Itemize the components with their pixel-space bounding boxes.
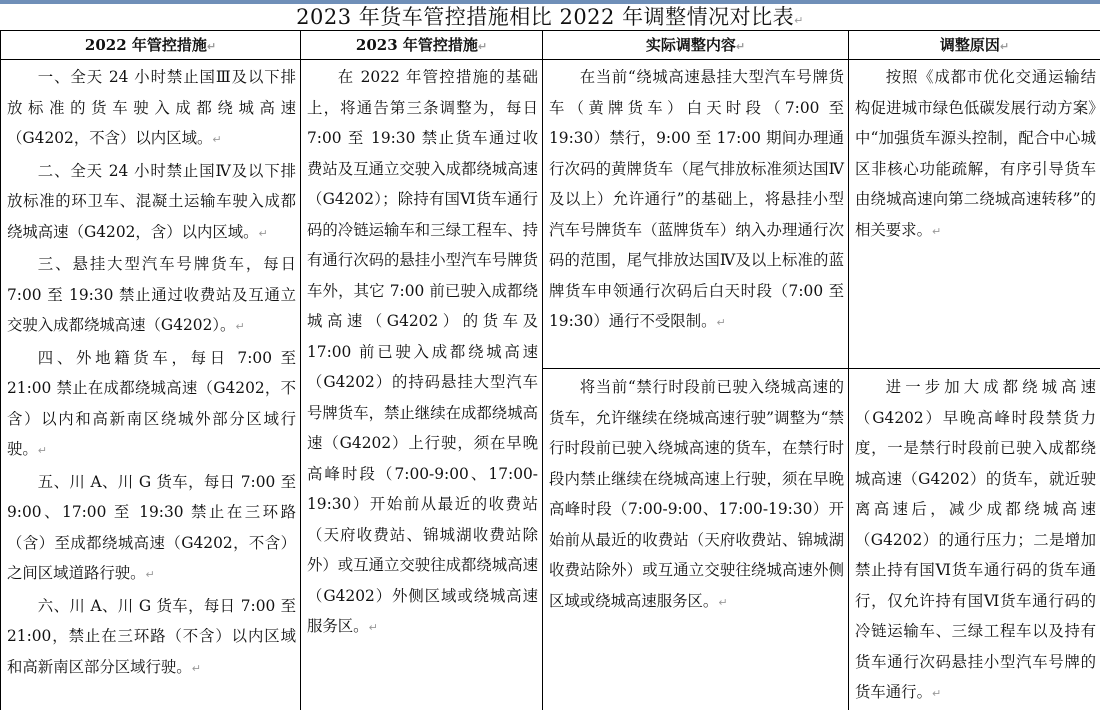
cell-adjustment-2	[543, 372, 848, 710]
header-label: 2022 年管控措施	[84, 36, 207, 54]
measure-item: 六、川 A、川 G 货车，每日 7:00 至 21:00，禁止在三环路（不含）以内区域和高新南区部分区域行驶。↵	[7, 596, 296, 676]
reason-text: 进一步加大成都绕城高速（G4202）早晚高峰时段禁货力度，一是禁行时段前已驶入成都绕城高速（G4202）的货车，就近驶离高速后，减少成都绕城高速（G4202）的通行压力；二是增加禁止持有国Ⅵ货车通行码的货车通行，仅允许持有国Ⅵ货车通行码的冷链运输车、三绿工程车以及持有货车通行次码悬挂小型汽车号牌的货车通行。↵	[855, 378, 1096, 701]
header-2022-measures	[1, 31, 300, 59]
measure-text: 在 2022 年管控措施的基础上，将通告第三条调整为，每日 7:00 至 19:30 禁止货车通过收费站及互通立交驶入成都绕城高速（G4202）；除持有国Ⅵ货车通行码的冷链运输车和三绿工程车、持有通行次码的悬挂小型汽车号牌货车外，其它 7:00 前已驶入成都绕城高速（G4202）的货车及 17:00 前已驶入成都绕城高速（G4202）的持码悬挂大型汽车号牌货车，禁止继续在成都绕城高速（G4202）上行驶，须在早晚高峰时段（7:00-9:00、17:00-19:30）开始前从最近的收费站（天府收费站、锦城湖收费站除外）或互通立交驶往成都绕城高速（G4202）外侧区域或绕城高速服务区。↵	[307, 68, 538, 635]
reason-text: 按照《成都市优化交通运输结构促进城市绿色低碳发展行动方案》中“加强货车源头控制，配合中心城区非核心功能疏解，有序引导货车由绕城高速向第二绕城高速转移”的相关要求。↵	[855, 68, 1096, 239]
title-text: 2023 年货车管控措施相比 2022 年调整情况对比表	[296, 5, 795, 29]
header-actual-adjustment	[543, 31, 848, 59]
paragraph-mark: ↵	[735, 40, 746, 53]
page-title	[0, 4, 1100, 30]
row-divider	[542, 368, 1100, 369]
header-adjustment-reason	[849, 31, 1100, 59]
paragraph-mark: ↵	[206, 40, 217, 53]
measure-item: 二、全天 24 小时禁止国Ⅳ及以下排放标准的环卫车、混凝土运输车驶入成都绕城高速（G4202，含）以内区域。↵	[7, 161, 296, 241]
header-label: 2023 年管控措施	[355, 36, 478, 54]
paragraph-mark: ↵	[477, 40, 488, 53]
paragraph-mark: ↵	[794, 14, 804, 27]
paragraph-mark: ↵	[999, 40, 1010, 53]
cell-2023-measures	[301, 62, 542, 710]
adjustment-text: 将当前“禁行时段前已驶入绕城高速的货车，允许继续在绕城高速行驶”调整为“禁行时段前已驶入绕城高速的货车，在禁行时段内禁止继续在绕城高速上行驶，须在早晚高峰时段（7:00-9:00、17:00-19:30）开始前从最近的收费站（天府收费站、锦城湖收费站除外）或互通立交驶往绕城高速外侧区域或绕城高速服务区。↵	[549, 378, 844, 610]
cell-2022-measures	[1, 62, 300, 710]
cell-reason-2	[849, 372, 1100, 710]
adjustment-text: 在当前“绕城高速悬挂大型汽车号牌货车（黄牌货车）白天时段（7:00 至 19:30）禁行，9:00 至 17:00 期间办理通行次码的黄牌货车（尾气排放标准须达国Ⅳ及以上）允许通行”的基础上，将悬挂小型汽车号牌货车（蓝牌货车）纳入办理通行次码的范围，尾气排放达国Ⅳ及以上标准的蓝牌货车申领通行次码后白天时段（7:00 至 19:30）通行不受限制。↵	[549, 68, 844, 330]
measure-item: 四、外地籍货车，每日 7:00 至 21:00 禁止在成都绕城高速（G4202，不含）以内和高新南区绕城外部分区域行驶。↵	[7, 348, 296, 458]
header-bottom-border	[0, 59, 1100, 60]
cell-reason-1	[849, 62, 1100, 368]
measure-item: 五、川 A、川 G 货车，每日 7:00 至 9:00、17:00 至 19:30 禁止在三环路（含）至成都绕城高速（G4202，不含）之间区域道路行驶。↵	[7, 472, 296, 582]
measure-item: 三、悬挂大型汽车号牌货车，每日 7:00 至 19:30 禁止通过收费站及互通立交驶入成都绕城高速（G4202）。↵	[7, 255, 296, 334]
cell-adjustment-1	[543, 62, 848, 368]
header-label: 实际调整内容	[645, 36, 736, 54]
header-2023-measures	[301, 31, 542, 59]
header-label: 调整原因	[939, 36, 1000, 54]
measure-item: 一、全天 24 小时禁止国Ⅲ及以下排放标准的货车驶入成都绕城高速（G4202，不含）以内区域。↵	[7, 68, 296, 147]
